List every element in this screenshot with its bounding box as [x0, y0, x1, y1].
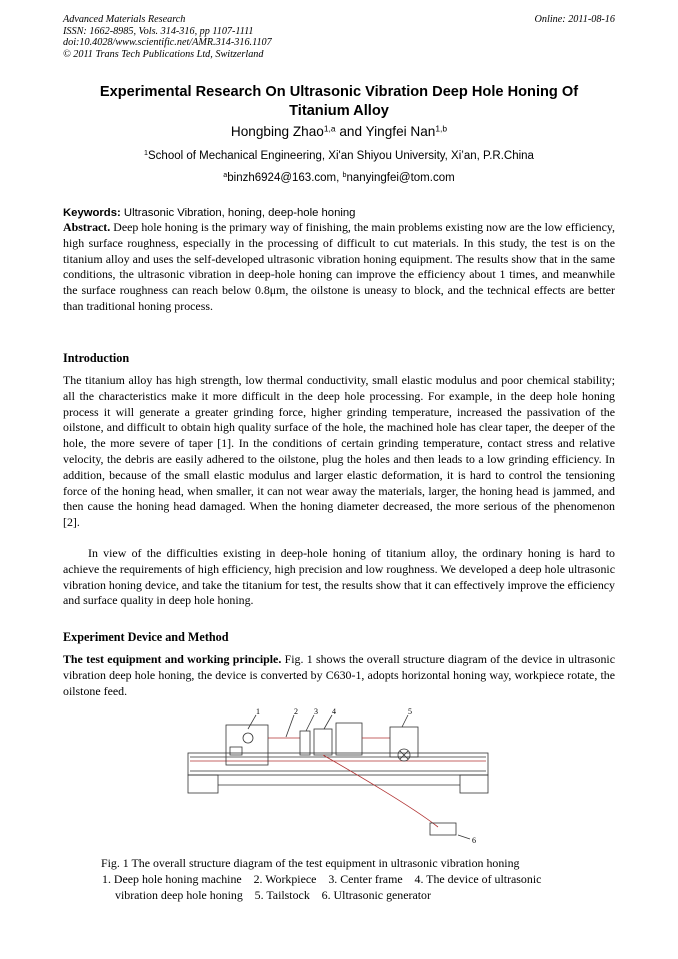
tailstock: [390, 727, 418, 757]
headstock-panel: [230, 747, 242, 755]
callout-3: 3: [314, 707, 318, 716]
introduction-paragraph-2: In view of the difficulties existing in deep-hole honing of titanium alloy, the ordinary honing is hard to achieve the requirements of high efficiency, high precision and low roughness. We developed a deep hole ultrasonic vibration honing device, and take the titanium for test, the results show that it can effectively improve the efficiency and surface quality in deep hole honing.: [63, 546, 615, 608]
figure-1-caption-block: [101, 856, 616, 903]
ultrasonic-device: [314, 729, 332, 755]
ultrasonic-generator: [430, 823, 456, 835]
callout-leader-1: [248, 715, 256, 729]
introduction-paragraph-1: The titanium alloy has high strength, low thermal conductivity, small elastic modulus and poor chemical stability; all the characteristics make it more difficult in the deep hole processing. For example, in the deep hole honing process it will generate a greater grinding force, higher grinding temperature, increased the passivation of the oilstone, and difficult to obtain high quality surface of the hole, the machined hole has clear taper, the deeper of the hole, the more severe of taper [1]. In the conditions of certain grinding temperature, contact stress and relative velocity, the debris are easily adhered to the oilstone, plug the holes and then leads to a low grinding efficiency. In addition, because of the small elastic modulus and larger elastic deformation, it is hard to control the tensioning force of the honing head, when smaller, it can not wear away the materials, larger, the honing head is jammed, and then cause the honing head damaged. When the honing diameter decreased, the more serious of the phenomenon [2].: [63, 373, 615, 530]
author-1-affil: 1,a: [323, 123, 336, 134]
figure-1-legend-line-2: vibration deep hole honing 5. Tailstock 6. Ultrasonic generator: [115, 887, 431, 902]
generator-cable: [323, 755, 438, 827]
issn-line: ISSN: 1662-8985, Vols. 314-316, pp 1107-1111: [63, 25, 254, 37]
machine-foot-right: [460, 775, 488, 793]
callout-leader-2: [286, 715, 294, 737]
author-conjunction: and: [335, 124, 366, 139]
callout-leader-4: [324, 715, 332, 729]
callout-leader-5: [402, 715, 408, 727]
headstock-dial: [243, 733, 253, 743]
author-1: Hongbing Zhao: [230, 124, 324, 139]
experiment-lead: The test equipment and working principle.: [63, 652, 282, 666]
center-frame: [300, 731, 310, 755]
callout-leader-3: [306, 715, 314, 731]
author-emails: [63, 172, 615, 184]
figure-1-caption: Fig. 1 The overall structure diagram of the test equipment in ultrasonic vibration honing: [101, 856, 520, 870]
title-line-2: Titanium Alloy: [289, 103, 389, 119]
copyright-line: © 2011 Trans Tech Publications Ltd, Switzerland: [63, 48, 264, 60]
author-2: Yingfei Nan: [365, 124, 436, 139]
introduction-heading: Introduction: [63, 351, 130, 365]
callout-6: 6: [472, 836, 476, 845]
experiment-heading: Experiment Device and Method: [63, 630, 229, 644]
email-a: binzh6924@163.com,: [227, 172, 343, 184]
keywords-label: Keywords:: [63, 207, 121, 219]
abstract: [63, 220, 615, 315]
author-list: [63, 124, 615, 139]
callout-4: 4: [332, 707, 336, 716]
affiliation-marker: 1: [144, 149, 148, 158]
email-b-marker: b: [342, 171, 347, 180]
journal-header: [63, 14, 615, 60]
figure-1-legend-line-1: 1. Deep hole honing machine 2. Workpiece 3. Center frame 4. The device of ultrasonic: [102, 871, 542, 886]
callout-5: 5: [408, 707, 412, 716]
online-date: Online: 2011-08-16: [534, 14, 615, 25]
carriage: [336, 723, 362, 755]
title-line-1: Experimental Research On Ultrasonic Vibration Deep Hole Honing Of: [99, 84, 579, 100]
callout-leader-6: [458, 835, 470, 839]
callout-2: 2: [294, 707, 298, 716]
headstock: [226, 725, 268, 765]
doi-line: doi:10.4028/www.scientific.net/AMR.314-316.1107: [63, 37, 272, 49]
experiment-paragraph: [63, 652, 615, 699]
experiment-text: Fig. 1 shows the overall structure diagram of the device in ultrasonic vibration deep hole honing, the device is converted by C630-1, adopts horizontal honing way, workpiece rotate, the oilstone feed.: [63, 652, 615, 698]
abstract-label: Abstract.: [63, 220, 111, 234]
author-2-affil: 1,b: [435, 123, 448, 134]
affiliation-text: School of Mechanical Engineering, Xi'an Shiyou University, Xi’an, P.R.China: [148, 150, 534, 162]
keywords: [63, 207, 615, 219]
affiliation: [63, 150, 615, 162]
machine-foot-left: [188, 775, 218, 793]
keywords-text: Ultrasonic Vibration, honing, deep-hole honing: [120, 207, 356, 219]
callout-1: 1: [256, 707, 260, 716]
abstract-text: Deep hole honing is the primary way of finishing, the main problems existing now are the low efficiency, high surface roughness, especially in the processing of difficult to cut materials. In this study, the test is on the titanium alloy and uses the self-developed ultrasonic vibration honing equipment. The results show that in the same conditions, the ultrasonic vibration in deep-hole honing can improve the efficiency about 1 times, and meanwhile the surface roughness can reach below 0.8μm, the oilstone is uneasy to block, and the technical effects are better than traditional honing process.: [63, 220, 615, 313]
email-a-marker: a: [223, 171, 228, 180]
figure-1-diagram: [180, 705, 510, 847]
email-b: nanyingfei@tom.com: [346, 172, 455, 184]
paper-title: [63, 83, 615, 121]
journal-name: Advanced Materials Research: [63, 14, 186, 25]
